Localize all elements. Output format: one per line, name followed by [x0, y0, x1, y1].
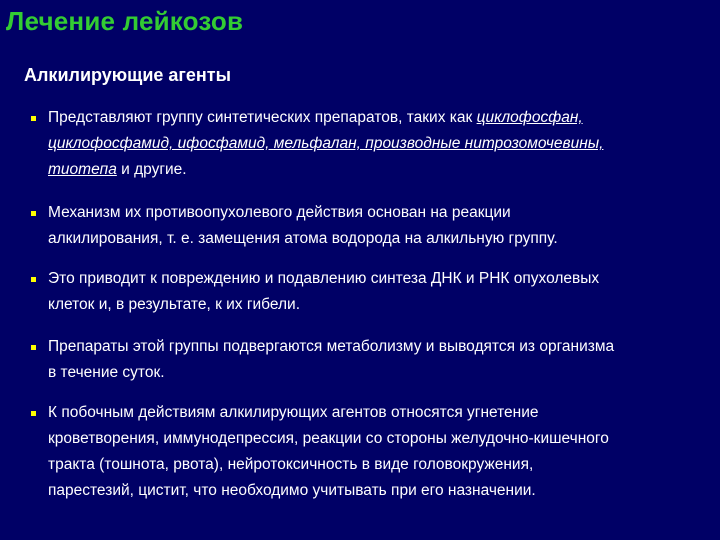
bullet-line: клеток и, в результате, к их гибели.	[48, 296, 300, 313]
bullet-line: К побочным действиям алкилирующих агентов относятся угнетение	[48, 404, 539, 421]
bullet-text	[48, 334, 712, 386]
drug-name-link: циклофосфамид, ифосфамид, мельфалан, производные нитрозомочевины,	[48, 135, 604, 152]
bullet-line: Это приводит к повреждению и подавлению синтеза ДНК и РНК опухолевых	[48, 270, 600, 287]
bullet-marker-icon	[31, 211, 36, 216]
drug-name-link: циклофосфан,	[476, 109, 583, 126]
bullet-line: кроветворения, иммунодепрессия, реакции со стороны желудочно-кишечного	[48, 430, 609, 447]
bullet-line: Механизм их противоопухолевого действия основан на реакции	[48, 204, 511, 221]
bullet-text	[48, 105, 712, 183]
bullet-text	[48, 200, 712, 252]
bullet-text	[48, 400, 712, 504]
text-segment: и другие.	[116, 161, 187, 178]
bullet-line: алкилирования, т. е. замещения атома водорода на алкильную группу.	[48, 230, 558, 247]
bullet-marker-icon	[31, 116, 36, 121]
bullet-marker-icon	[31, 345, 36, 350]
bullet-text	[48, 266, 712, 318]
bullet-marker-icon	[31, 411, 36, 416]
bullet-line	[48, 157, 712, 183]
slide-subtitle: Алкилирующие агенты	[24, 65, 231, 85]
bullet-line	[48, 105, 712, 131]
bullet-line: парестезий, цистит, что необходимо учитывать при его назначении.	[48, 482, 536, 499]
bullet-line: тракта (тошнота, рвота), нейротоксичность в виде головокружения,	[48, 456, 534, 473]
bullet-marker-icon	[31, 277, 36, 282]
drug-name-link: тиотепа	[48, 161, 117, 178]
text-segment: Представляют группу синтетических препаратов, таких как	[48, 109, 477, 126]
bullet-line	[48, 131, 712, 157]
slide-title: Лечение лейкозов	[6, 6, 244, 36]
bullet-line: Препараты этой группы подвергаются метаболизму и выводятся из организма	[48, 338, 615, 355]
bullet-line: в течение суток.	[48, 364, 165, 381]
